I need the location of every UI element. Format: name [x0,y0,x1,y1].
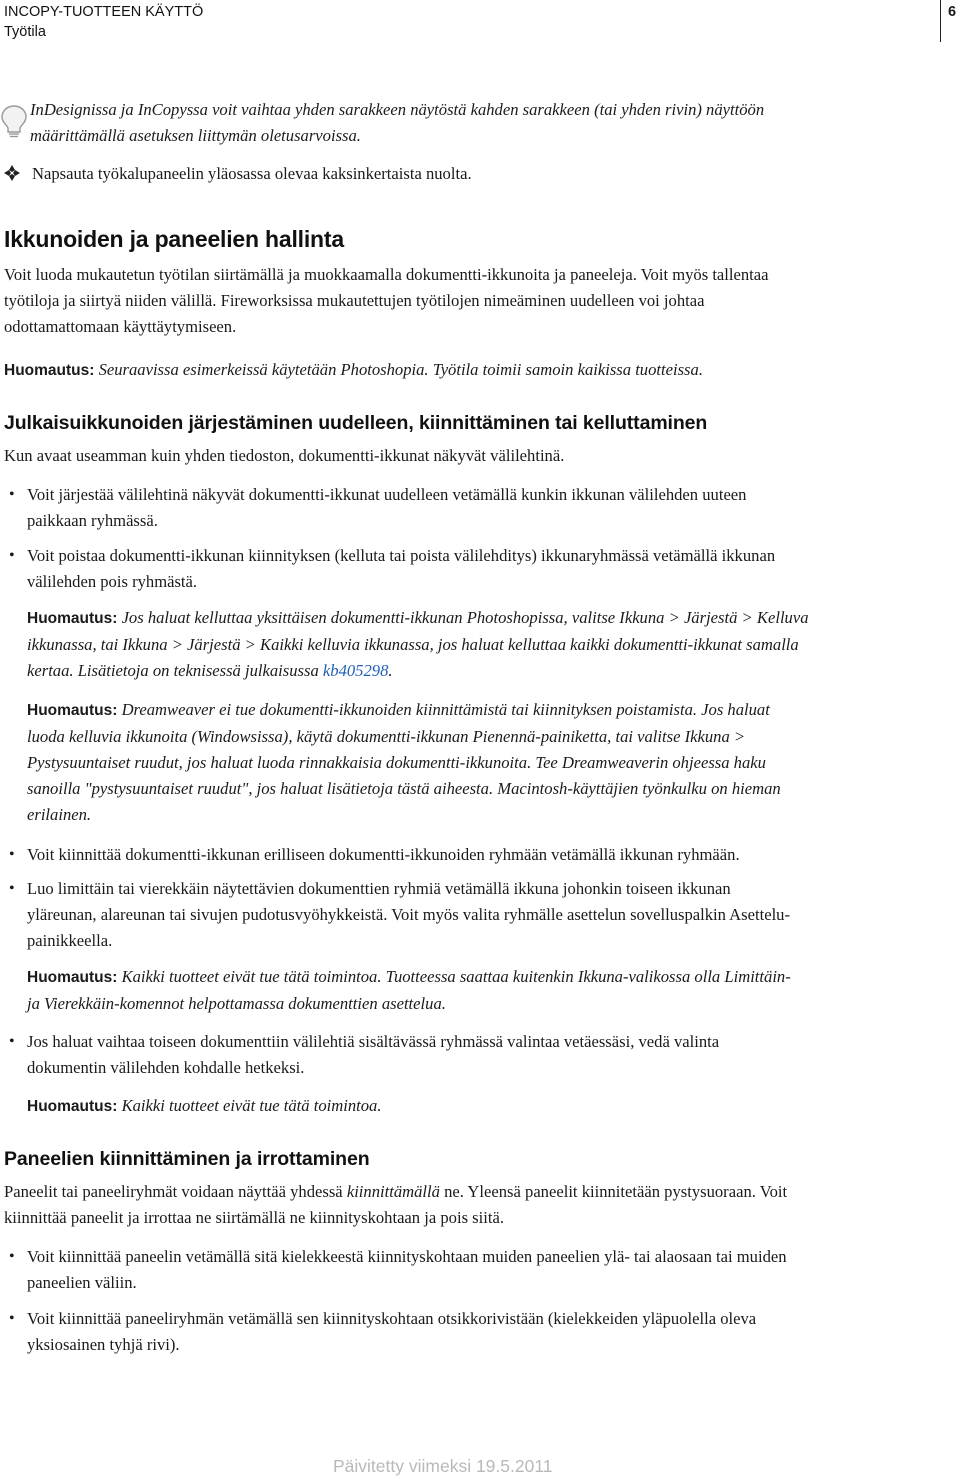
bullet-line: yksiosainen tyhjä rivi). [27,1335,180,1354]
intro-paragraph: Kun avaat useamman kuin yhden tiedoston, dokumentti-ikkunat näkyvät välilehtinä. [4,446,565,465]
note-label: Huomautus: [27,969,118,986]
subsection-heading: Julkaisuikkunoiden järjestäminen uudelleen, kiinnittäminen tai kelluttaminen [4,412,708,434]
note-line: ikkunassa, tai Ikkuna > Järjestä > Kaikki kelluvia ikkunassa, jos haluat kelluttaa kaikki dokumentti-ikkunat samalla [27,635,799,654]
bullet-line: painikkeella. [27,931,113,950]
note-label: Huomautus: [27,1098,118,1115]
emphasis: kiinnittämällä [346,1182,440,1201]
note-line: sanoilla "pystysuuntaiset ruudut", jos haluat lisätietoja tästä aiheesta. Macintosh-käyttäjien työnkulku on hieman [27,779,781,798]
note [4,357,938,384]
lightbulb-icon [0,104,28,138]
page-number-divider [940,0,941,42]
section-paragraph [4,262,938,340]
kb-link[interactable]: kb405298 [322,661,389,680]
bullet-line: Voit järjestää välilehtinä näkyvät dokumentti-ikkunat uudelleen vetämällä kunkin ikkunan välilehden uuteen [27,485,747,504]
paragraph-line: työtiloja ja siirtyä niiden välillä. Fireworksissa mukautettujen työtilojen nimeäminen uudelleen voi johtaa [4,291,705,310]
bullet-icon: • [9,1248,15,1265]
section-heading: Ikkunoiden ja paneelien hallinta [4,226,344,252]
step-text: Napsauta työkalupaneelin yläosassa olevaa kaksinkertaista nuolta. [32,164,472,183]
note-line: Kaikki tuotteet eivät tue tätä toimintoa. Tuotteessa saattaa kuitenkin Ikkuna-valikossa olla Limittäin- [117,967,791,986]
bullet-item [4,842,938,868]
bullet-line: välilehden pois ryhmästä. [27,572,198,591]
note-line: Pystysuuntaiset ruudut, jos haluat luoda rinnakkaisia dokumentti-ikkunoita. Tee Dreamweaverin ohjeessa haku [27,753,766,772]
bullet-line: Voit kiinnittää paneelin vetämällä sitä kielekkeestä kiinnityskohtaan muiden paneelien ylä- tai alaosaan tai muiden [27,1247,787,1266]
bullet-line: Voit kiinnittää dokumentti-ikkunan erilliseen dokumentti-ikkunoiden ryhmään vetämällä ikkunan ryhmään. [27,845,740,864]
note [27,605,935,684]
bullet-icon: • [9,547,15,564]
bullet-item [4,876,938,954]
note-line: erilainen. [27,805,92,824]
note [27,964,935,1017]
note-text: Seuraavissa esimerkeissä käytetään Photoshopia. Työtila toimii samoin kaikissa tuotteissa. [94,360,703,379]
text-run: Paneelit tai paneeliryhmät voidaan näyttää yhdessä [4,1182,347,1201]
tip-line: määrittämällä asetuksen liittymän oletusarvoissa. [30,126,361,145]
note-line: ja Vierekkäin-komennot helpottamassa dokumenttien asettelua. [27,994,446,1013]
diamond-bullet-icon [3,164,21,182]
bullet-line: yläreunan, alareunan tai sivujen pudotusvyöhykkeistä. Voit myös valita ryhmälle asettelun sovelluspalkin Asettelu- [27,905,791,924]
bullet-item [4,1244,938,1296]
note-label: Huomautus: [27,702,118,719]
bullet-item [4,543,938,595]
last-updated: Päivitetty viimeksi 19.5.2011 [333,1456,553,1476]
bullet-icon: • [9,486,15,503]
paragraph-line: odottamattomaan käyttäytymiseen. [4,317,237,336]
paragraph-line: Voit luoda mukautetun työtilan siirtämällä ja muokkaamalla dokumentti-ikkunoita ja paneeleja. Voit myös tallentaa [4,265,769,284]
text-run: ne. Yleensä paneelit kiinnitetään pystysuoraan. Voit [439,1182,788,1201]
note-line: Dreamweaver ei tue dokumentti-ikkunoiden kiinnittämistä tai kiinnityksen poistamista. Jos haluat [117,700,770,719]
subsection-heading: Paneelien kiinnittäminen ja irrottaminen [4,1148,370,1170]
intro-paragraph [4,1179,938,1231]
bullet-line: Jos haluat vaihtaa toiseen dokumenttiin välilehtiä sisältävässä ryhmässä valintaa vetäessäsi, vedä valinta [27,1032,720,1051]
bullet-icon: • [9,846,15,863]
header-title: INCOPY-TUOTTEEN KÄYTTÖ [4,4,204,20]
bullet-icon: • [9,1033,15,1050]
page-number: 6 [948,4,957,20]
note-label: Huomautus: [27,610,118,627]
bullet-item [4,1306,938,1358]
bullet-item [4,482,938,534]
header-subtitle: Työtila [4,24,46,40]
note [27,697,935,828]
paragraph-line: kiinnittää paneelit ja irrottaa ne siirtämällä ne kiinnityskohtaan ja pois siitä. [4,1208,504,1227]
note-text: Kaikki tuotteet eivät tue tätä toimintoa. [117,1096,382,1115]
bullet-item [4,1029,938,1081]
bullet-line: paikkaan ryhmässä. [27,511,158,530]
bullet-line: Voit poistaa dokumentti-ikkunan kiinnityksen (kelluta tai poista välilehditys) ikkunaryhmässä vetämällä ikkunan [27,546,776,565]
running-header [4,2,203,42]
note-line: Jos haluat kelluttaa yksittäisen dokumentti-ikkunan Photoshopissa, valitse Ikkuna > Järjestä > Kelluva [117,608,809,627]
bullet-icon: • [9,880,15,897]
note-line: kertaa. Lisätietoja on teknisessä julkaisussa [27,661,323,680]
bullet-icon: • [9,1310,15,1327]
tip-text [30,97,930,149]
tip-line: InDesignissa ja InCopyssa voit vaihtaa yhden sarakkeen näytöstä kahden sarakkeen (tai yhden rivin) näyttöön [30,100,765,119]
bullet-line: paneelien väliin. [27,1273,137,1292]
bullet-line: dokumentin välilehden kohdalle hetkeksi. [27,1058,305,1077]
note-line: luoda kelluvia ikkunoita (Windowsissa), käytä dokumentti-ikkunan Pienennä-painiketta, tai valitse Ikkuna > [27,727,746,746]
note-label: Huomautus: [4,362,95,379]
bullet-line: Voit kiinnittää paneeliryhmän vetämällä sen kiinnityskohtaan otsikkorivistään (kielekkeiden yläpuolella oleva [27,1309,757,1328]
note [27,1093,935,1120]
bullet-line: Luo limittäin tai vierekkäin näytettävien dokumenttien ryhmiä vetämällä ikkuna johonkin toiseen ikkunan [27,879,731,898]
note-punct: . [388,661,393,680]
